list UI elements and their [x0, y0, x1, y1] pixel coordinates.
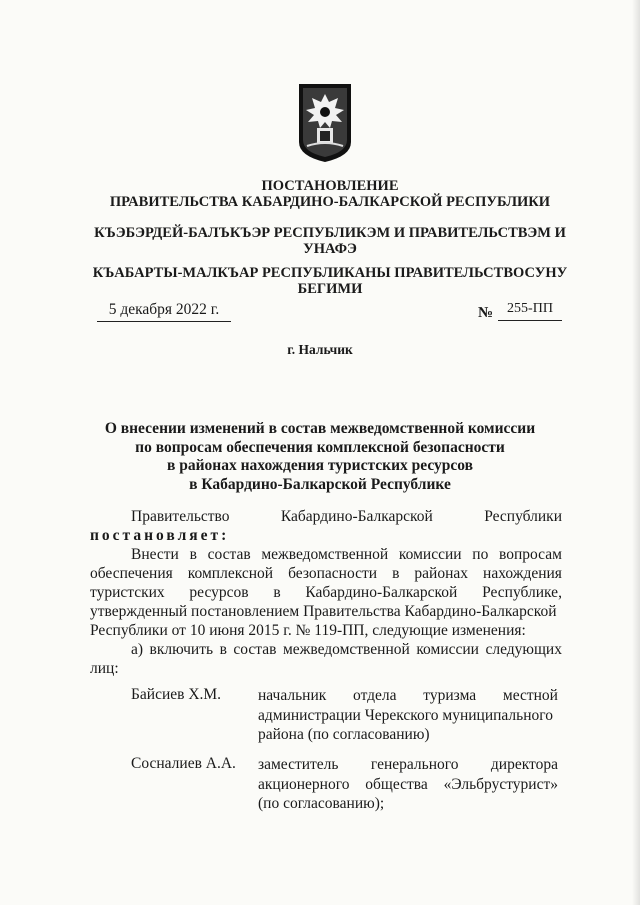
resolves-word: постановляет:	[90, 527, 230, 544]
body-word: нахождения	[483, 565, 562, 582]
body-word: Республике,	[482, 584, 562, 601]
member-name: Сосналиев А.А.	[131, 755, 236, 772]
body-word: состав	[233, 641, 277, 658]
document-date: 5 декабря 2022 г.	[97, 301, 231, 322]
city: г. Нальчик	[287, 342, 353, 357]
header-balkar-line2: БЕГИМИ	[297, 281, 363, 297]
paragraph-line	[131, 546, 562, 564]
body-word: комплексной	[187, 565, 274, 582]
body-word: Правительство	[131, 508, 230, 525]
body-word: обеспечения	[90, 565, 173, 582]
body-word: туристских	[90, 584, 165, 601]
paragraph-line: лиц:	[90, 660, 119, 677]
member-name: Байсиев Х.М.	[131, 686, 222, 703]
body-word: генерального	[370, 756, 459, 773]
body-word: местной	[502, 687, 558, 704]
body-word: начальник	[258, 687, 327, 704]
body-word: в	[392, 565, 400, 582]
body-word: Кабардино-Балкарской	[305, 584, 458, 601]
body-word: комиссии	[398, 546, 462, 563]
paragraph-line: утвержденный постановлением Правительства Кабардино-Балкарской	[90, 603, 557, 620]
document-number: 255-ПП	[498, 301, 562, 321]
body-word: в	[189, 546, 197, 563]
body-word: в	[219, 641, 227, 658]
member-desc-line	[258, 775, 558, 795]
document-title	[100, 420, 540, 494]
body-word: по	[472, 546, 489, 563]
member-desc-line: (по согласованию);	[258, 795, 385, 812]
body-word: межведомственной	[282, 641, 410, 658]
page-edge-shadow	[632, 0, 640, 905]
header-kabardian-line1: КЪЭБЭРДЕЙ-БАЛЪКЪЭР РЕСПУБЛИКЭМ И ПРАВИТЕЛЬСТВЭМ И	[94, 225, 566, 241]
body-word: в	[273, 584, 281, 601]
title-line: О внесении изменений в состав межведомственной комиссии	[104, 420, 536, 437]
paragraph-line	[90, 565, 562, 583]
title-line: в районах нахождения туристских ресурсов	[167, 457, 473, 474]
paragraph-government-line	[131, 508, 562, 526]
body-word: состав	[207, 546, 251, 563]
body-word: ресурсов	[189, 584, 249, 601]
body-word: межведомственной	[261, 546, 389, 563]
member-desc-line: администрации Черекского муниципального	[258, 706, 554, 724]
body-word: заместитель	[258, 756, 339, 773]
header-government: ПРАВИТЕЛЬСТВА КАБАРДИНО-БАЛКАРСКОЙ РЕСПУБЛИКИ	[109, 194, 551, 210]
member-description	[258, 686, 558, 745]
paragraph-line	[131, 641, 562, 659]
paragraph-line: Республики от 10 июня 2015 г. № 119-ПП, следующие изменения:	[90, 622, 526, 639]
member-desc-line	[258, 755, 558, 775]
paragraph-line	[90, 584, 562, 602]
body-word: а)	[131, 641, 144, 658]
header-kabardian-line2: УНАФЭ	[303, 241, 357, 257]
body-word: комиссии	[416, 641, 479, 658]
body-word: общества	[365, 775, 428, 793]
body-word: включить	[149, 641, 214, 658]
body-word: отдела	[353, 687, 397, 704]
body-word: «Эльбрустурист»	[443, 775, 558, 793]
body-word: следующих	[485, 641, 562, 658]
member-description	[258, 755, 558, 814]
body-word: туризма	[423, 687, 477, 704]
title-line: в Кабардино-Балкарской Республике	[189, 475, 451, 493]
body-word: Кабардино-Балкарской	[280, 508, 433, 525]
body-word: акционерного	[258, 775, 350, 793]
title-line: по вопросам обеспечения комплексной безопасности	[135, 438, 505, 456]
member-desc-line: района (по согласованию)	[258, 726, 430, 743]
body-word: районах	[414, 565, 469, 582]
body-word: Внести	[131, 546, 179, 563]
body-word: директора	[490, 756, 558, 773]
header-balkar-line1: КЪАБАРТЫ-МАЛКЪАР РЕСПУБЛИКАНЫ ПРАВИТЕЛЬСТВОСУНУ	[92, 265, 568, 281]
body-word: Республики	[484, 508, 562, 525]
coat-of-arms-emblem	[297, 82, 353, 164]
number-sign: №	[478, 305, 494, 321]
body-word: вопросам	[499, 546, 562, 563]
body-word: безопасности	[288, 565, 378, 582]
header-title: ПОСТАНОВЛЕНИЕ	[261, 178, 399, 194]
member-desc-line	[258, 686, 558, 706]
